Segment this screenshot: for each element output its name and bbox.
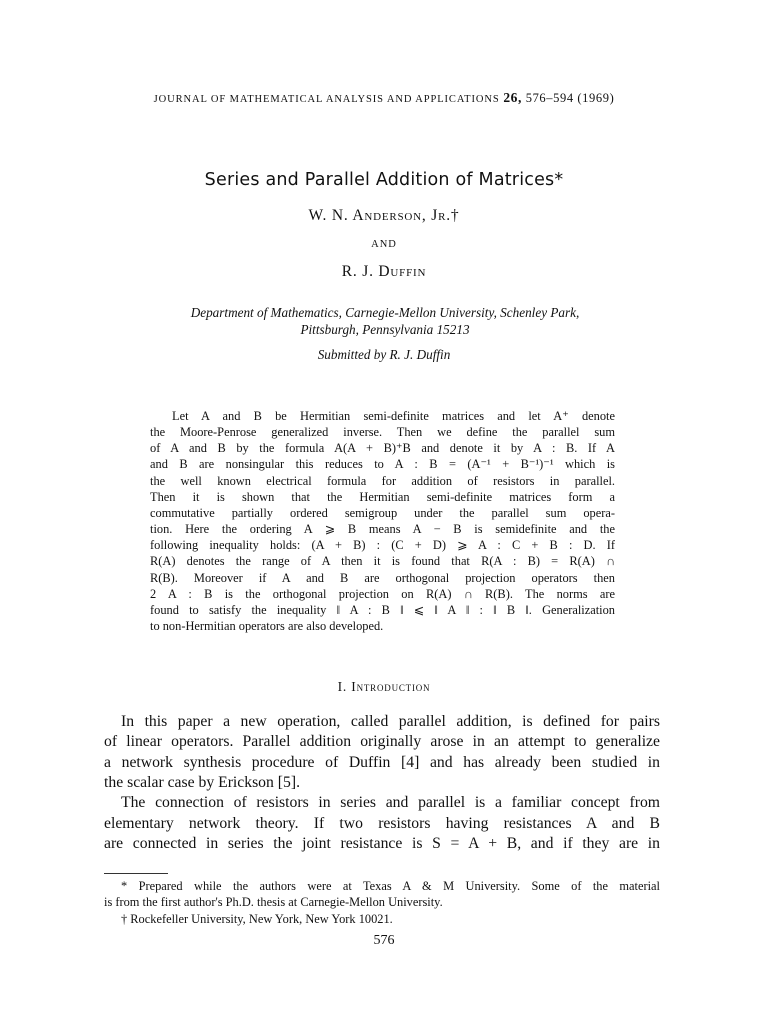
body-line: of linear operators. Parallel addition originally arose in an attempt to generalize [104, 733, 660, 751]
footnotes [104, 878, 660, 927]
abstract-line: 2 A : B is the orthogonal projection on R(A) ∩ R(B). The norms are [150, 586, 615, 601]
body-line: the scalar case by Erickson [5]. [104, 774, 301, 792]
journal-volume: 26, [503, 90, 522, 105]
section-heading: I. Introduction [337, 679, 431, 694]
abstract-line: Let A and B be Hermitian semi-definite matrices and let A⁺ denote [172, 409, 615, 423]
body-line: are connected in series the joint resistance is S = A + B, and if they are in [104, 835, 660, 853]
page-number: 576 [373, 933, 395, 948]
affiliation-line: Pittsburgh, Pennsylvania 15213 [300, 321, 470, 337]
body-line: a network synthesis procedure of Duffin [4] and has already been studied in [104, 753, 660, 771]
body-line: The connection of resistors in series and parallel is a familiar concept from [121, 794, 660, 812]
footnote-line: * Prepared while the authors were at Texas A & M University. Some of the material [121, 879, 660, 893]
abstract-line: of A and B by the formula A(A + B)⁺B and denote it by A : B. If A [150, 441, 615, 456]
abstract [150, 408, 615, 634]
abstract-line: following inequality holds: (A + B) : (C + D) ⩾ A : C + B : D. If [150, 538, 615, 553]
journal-name: JOURNAL OF MATHEMATICAL ANALYSIS AND APPLICATIONS [153, 94, 500, 105]
abstract-line: tion. Here the ordering A ⩾ B means A − B is semidefinite and the [150, 522, 615, 537]
body-line: elementary network theory. If two resistors having resistances A and B [104, 814, 660, 832]
abstract-line: found to satisfy the inequality ‖ A : B ‖ ⩽ ‖ A ‖ : ‖ B ‖. Generalization [150, 602, 615, 617]
abstract-line: R(B). Moreover if A and B are orthogonal projection operators then [150, 570, 615, 585]
body-line: In this paper a new operation, called parallel addition, is defined for pairs [121, 713, 660, 730]
journal-pages-year: 576–594 (1969) [525, 91, 615, 105]
paper-title: Series and Parallel Addition of Matrices* [204, 170, 564, 190]
body-text [104, 712, 660, 854]
affiliation [140, 305, 630, 338]
abstract-line: to non-Hermitian operators are also developed. [150, 619, 384, 634]
author-1: W. N. Anderson, Jr.† [308, 207, 460, 224]
abstract-line: Then it is shown that the Hermitian semi-definite matrices form a [150, 489, 615, 504]
submitted-by: Submitted by R. J. Duffin [317, 347, 451, 362]
affiliation-line: Department of Mathematics, Carnegie-Mellon University, Schenley Park, [190, 305, 580, 320]
author-2: R. J. Duffin [341, 263, 427, 280]
footnote-line: † Rockefeller University, New York, New York 10021. [121, 911, 393, 926]
abstract-line: and B are nonsingular this reduces to A : B = (A⁻¹ + B⁻¹)⁻¹ which is [150, 457, 615, 472]
footnote-rule [104, 873, 168, 874]
abstract-line: the well known electrical formula for addition of resistors in parallel. [150, 473, 615, 488]
author-separator: AND [371, 239, 397, 250]
journal-header [0, 90, 768, 106]
footnote-line: is from the first author's Ph.D. thesis at Carnegie-Mellon University. [104, 895, 443, 910]
abstract-line: commutative partially ordered semigroup under the parallel sum opera- [150, 505, 615, 520]
abstract-line: the Moore-Penrose generalized inverse. Then we define the parallel sum [150, 425, 615, 440]
abstract-line: R(A) denotes the range of A then it is found that R(A : B) = R(A) ∩ [150, 554, 615, 569]
